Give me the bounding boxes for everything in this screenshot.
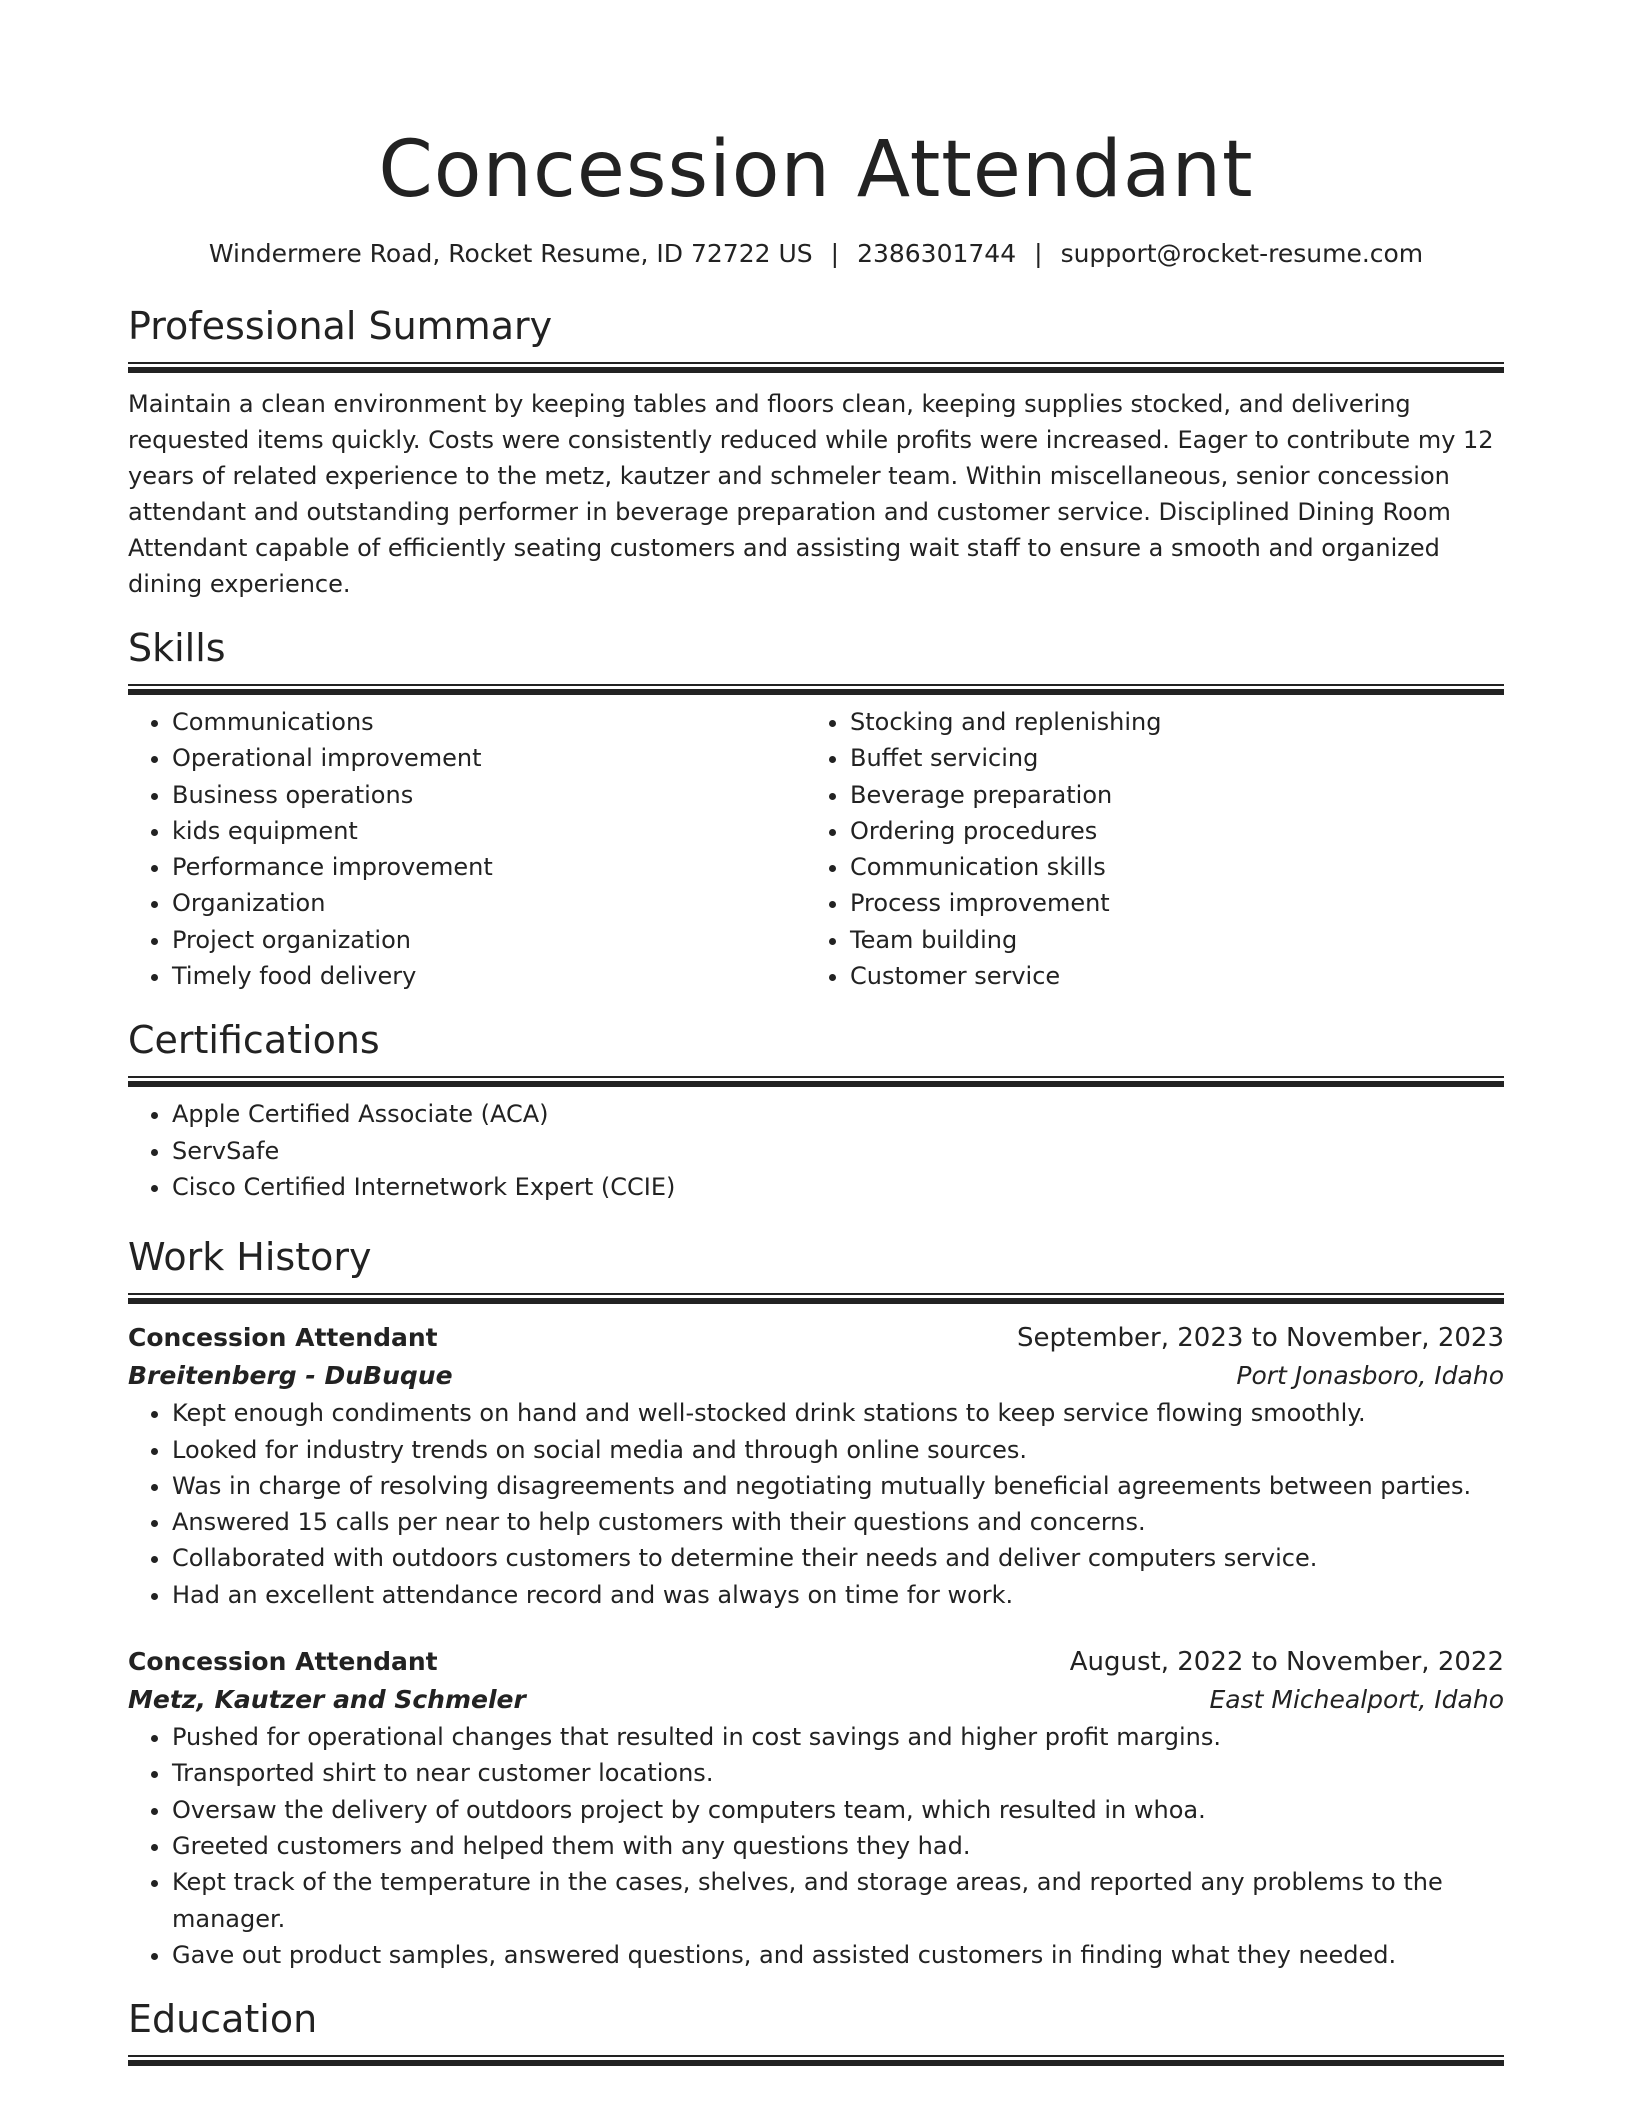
job-bullet: • Answered 15 calls per near to help customers with their questions and concerns.: [172, 1504, 1504, 1540]
job-dates: September, 2023 to November, 2023: [1017, 1323, 1504, 1354]
section-title-certifications: Certifications: [128, 1018, 380, 1063]
contact-phone: 2386301744: [857, 239, 1017, 268]
section-title-work-history: Work History: [128, 1235, 372, 1280]
skill-item: • Buffet servicing: [850, 740, 1484, 776]
resume-page: [128, 0, 1504, 2065]
skills-section: [128, 624, 1504, 994]
contact-line: [128, 238, 1504, 270]
job-dates: August, 2022 to November, 2022: [1069, 1647, 1504, 1678]
skill-item: • Beverage preparation: [850, 777, 1484, 813]
skill-item: • Communication skills: [850, 849, 1484, 885]
job-bullet: • Greeted customers and helped them with any questions they had.: [172, 1828, 1504, 1864]
section-divider: [128, 1076, 1504, 1086]
skills-grid: [128, 704, 1504, 994]
job-bullet: • Gave out product samples, answered questions, and assisted customers in finding what they needed.: [172, 1937, 1504, 1973]
job-bullet: • Had an excellent attendance record and was always on time for work.: [172, 1577, 1504, 1613]
section-divider: [128, 362, 1504, 372]
work-history-section: [128, 1233, 1504, 1973]
education-section: [128, 1995, 1504, 2065]
job-entry: [128, 1319, 1504, 1613]
skill-item: • Customer service: [850, 958, 1484, 994]
job-entry: [128, 1643, 1504, 1973]
skill-item: • Process improvement: [850, 885, 1484, 921]
skills-column-left: [128, 704, 806, 994]
job-bullet: • Kept enough condiments on hand and well-stocked drink stations to keep service flowing smoothly.: [172, 1395, 1504, 1431]
section-divider: [128, 2055, 1504, 2065]
skills-column-right: [806, 704, 1484, 994]
job-company: Metz, Kautzer and Schmeler: [128, 1685, 526, 1715]
section-divider: [128, 1293, 1504, 1303]
certification-item: • Cisco Certified Internetwork Expert (CCIE): [172, 1169, 1504, 1205]
summary-section: [128, 302, 1504, 602]
job-title: Concession Attendant: [128, 1647, 438, 1677]
job-bullet: • Transported shirt to near customer locations.: [172, 1755, 1504, 1791]
skill-item: • Operational improvement: [172, 740, 806, 776]
section-title-education: Education: [128, 1997, 318, 2042]
job-company: Breitenberg - DuBuque: [128, 1361, 453, 1391]
job-bullet: • Looked for industry trends on social media and through online sources.: [172, 1432, 1504, 1468]
certifications-section: [128, 1016, 1504, 1205]
skill-item: • Project organization: [172, 922, 806, 958]
job-bullet: • Oversaw the delivery of outdoors project by computers team, which resulted in whoa.: [172, 1792, 1504, 1828]
skill-item: • Timely food delivery: [172, 958, 806, 994]
summary-text: Maintain a clean environment by keeping tables and floors clean, keeping supplies stocked, and delivering requested items quickly. Costs were consistently reduced while profits were increased. Eager to contribute my 12 years of related experience to the metz, kautzer and schmeler team. Within miscellaneous, senior concession attendant and outstanding performer in beverage preparation and customer service. Disciplined Dining Room Attendant capable of efficiently seating customers and assisting wait staff to ensure a smooth and organized dining experience.: [128, 390, 1494, 598]
job-location: Port Jonasboro, Idaho: [1236, 1361, 1504, 1391]
certification-item: • Apple Certified Associate (ACA): [172, 1096, 1504, 1132]
job-location: East Michealport, Idaho: [1209, 1685, 1504, 1715]
job-bullet: • Pushed for operational changes that resulted in cost savings and higher profit margins.: [172, 1719, 1504, 1755]
contact-address: Windermere Road, Rocket Resume, ID 72722 US: [208, 239, 813, 268]
certification-item: • ServSafe: [172, 1133, 1504, 1169]
contact-separator: |: [1034, 239, 1043, 268]
skill-item: • Stocking and replenishing: [850, 704, 1484, 740]
contact-email: support@rocket-resume.com: [1060, 239, 1424, 268]
skill-item: • Performance improvement: [172, 849, 806, 885]
skill-item: • Business operations: [172, 777, 806, 813]
section-title-skills: Skills: [128, 626, 226, 670]
skill-item: • Team building: [850, 922, 1484, 958]
contact-separator: |: [830, 239, 840, 268]
skill-item: • Organization: [172, 885, 806, 921]
skill-item: • Ordering procedures: [850, 813, 1484, 849]
job-bullet: • Kept track of the temperature in the cases, shelves, and storage areas, and reported any problems to the manager.: [172, 1864, 1504, 1937]
skill-item: • Communications: [172, 704, 806, 740]
job-bullet: • Was in charge of resolving disagreements and negotiating mutually beneficial agreements between parties.: [172, 1468, 1504, 1504]
section-title-summary: Professional Summary: [128, 304, 553, 348]
job-title: Concession Attendant: [128, 1323, 438, 1353]
candidate-name: Concession Attendant: [378, 125, 1254, 215]
job-bullet: • Collaborated with outdoors customers to determine their needs and deliver computers service.: [172, 1540, 1504, 1576]
skill-item: • kids equipment: [172, 813, 806, 849]
section-divider: [128, 684, 1504, 694]
